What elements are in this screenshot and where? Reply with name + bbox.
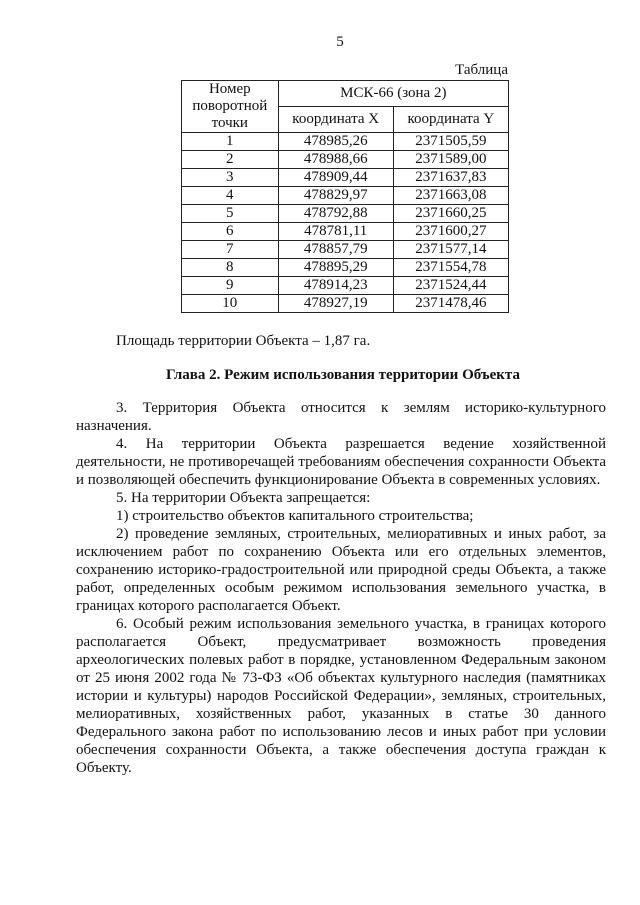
point-number-cell: 9	[182, 277, 279, 295]
table-body	[182, 133, 509, 313]
point-number-cell: 4	[182, 187, 279, 205]
x-coordinate-cell: 478781,11	[278, 223, 393, 241]
x-coordinate-cell: 478857,79	[278, 241, 393, 259]
point-number-cell: 3	[182, 169, 279, 187]
chapter-title: Глава 2. Режим использования территории Объекта	[166, 367, 520, 383]
y-coordinate-cell: 2371554,78	[393, 259, 508, 277]
header-y-coordinate: координата Y	[393, 107, 508, 133]
table-row	[182, 223, 509, 241]
point-number-cell: 6	[182, 223, 279, 241]
paragraph-3: 3. Территория Объекта относится к землям историко-культурного назначения.	[76, 400, 606, 434]
table-row	[182, 169, 509, 187]
point-number-cell: 2	[182, 151, 279, 169]
table-row	[182, 241, 509, 259]
y-coordinate-cell: 2371600,27	[393, 223, 508, 241]
table-row	[182, 187, 509, 205]
table-caption: Таблица	[455, 62, 508, 78]
page-number: 5	[336, 34, 344, 50]
paragraph-5-item-2: 2) проведение земляных, строительных, мелиоративных и иных работ, за исключением работ по сохранению Объекта или его отдельных элементов, сохранению историко-градостроительной или природной среды Объекта, а также работ, определенных особым режимом использования земельного участка, в границах которого располагается Объект.	[76, 526, 606, 614]
header-point-number: Номер поворотной точки	[182, 81, 279, 133]
x-coordinate-cell: 478985,26	[278, 133, 393, 151]
y-coordinate-cell: 2371663,08	[393, 187, 508, 205]
table-row	[182, 133, 509, 151]
header-coordinate-system: МСК-66 (зона 2)	[278, 81, 508, 107]
y-coordinate-cell: 2371577,14	[393, 241, 508, 259]
y-coordinate-cell: 2371589,00	[393, 151, 508, 169]
point-number-cell: 8	[182, 259, 279, 277]
y-coordinate-cell: 2371637,83	[393, 169, 508, 187]
table-row	[182, 205, 509, 223]
x-coordinate-cell: 478829,97	[278, 187, 393, 205]
x-coordinate-cell: 478895,29	[278, 259, 393, 277]
point-number-cell: 5	[182, 205, 279, 223]
paragraph-4: 4. На территории Объекта разрешается ведение хозяйственной деятельности, не противоречащей требованиям обеспечения сохранности Объекта и позволяющей обеспечить функционирование Объекта в современных условиях.	[76, 436, 606, 488]
x-coordinate-cell: 478792,88	[278, 205, 393, 223]
paragraph-6: 6. Особый режим использования земельного участка, в границах которого располагается Объект, предусматривает возможность проведения археологических полевых работ в порядке, установленном Федеральным законом от 25 июня 2002 года № 73-ФЗ «Об объектах культурного наследия (памятниках истории и культуры) народов Российской Федерации», земляных, строительных, мелиоративных, хозяйственных работ, указанных в статье 30 данного Федерального закона работ по использованию лесов и иных работ при условии обеспечения сохранности Объекта, а также обеспечения доступа граждан к Объекту.	[76, 616, 606, 776]
y-coordinate-cell: 2371660,25	[393, 205, 508, 223]
point-number-cell: 1	[182, 133, 279, 151]
body-text	[76, 399, 606, 777]
y-coordinate-cell: 2371524,44	[393, 277, 508, 295]
x-coordinate-cell: 478909,44	[278, 169, 393, 187]
table-row	[182, 295, 509, 313]
area-statement: Площадь территории Объекта – 1,87 га.	[116, 333, 371, 349]
point-number-cell: 7	[182, 241, 279, 259]
paragraph-5: 5. На территории Объекта запрещается:	[116, 490, 371, 506]
table-row	[182, 259, 509, 277]
table-header	[182, 81, 509, 133]
table-row	[182, 277, 509, 295]
y-coordinate-cell: 2371478,46	[393, 295, 508, 313]
table-row	[182, 151, 509, 169]
x-coordinate-cell: 478927,19	[278, 295, 393, 313]
header-x-coordinate: координата X	[278, 107, 393, 133]
x-coordinate-cell: 478914,23	[278, 277, 393, 295]
x-coordinate-cell: 478988,66	[278, 151, 393, 169]
table-header-row	[182, 81, 509, 107]
coordinates-table	[181, 80, 509, 313]
point-number-cell: 10	[182, 295, 279, 313]
paragraph-5-item-1: 1) строительство объектов капитального строительства;	[116, 508, 474, 524]
y-coordinate-cell: 2371505,59	[393, 133, 508, 151]
